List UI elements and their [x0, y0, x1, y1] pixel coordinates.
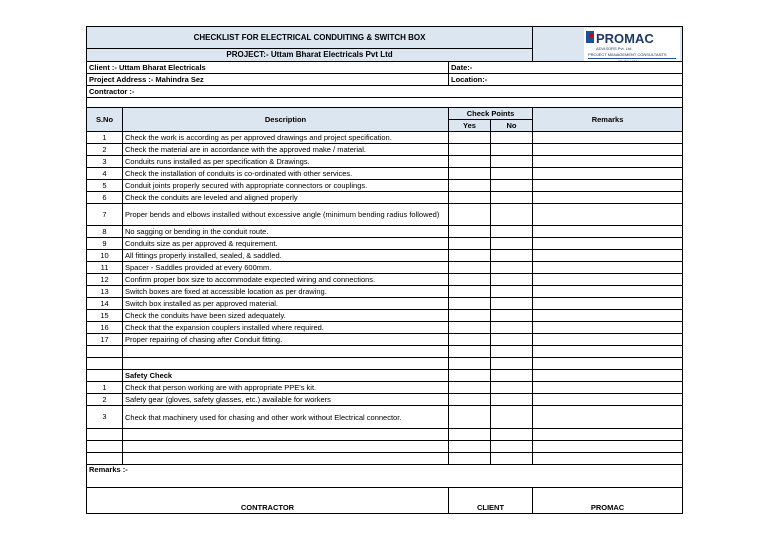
table-row	[87, 322, 683, 334]
remarks-cell[interactable]	[533, 132, 683, 144]
table-row	[87, 382, 683, 394]
blank-row	[87, 453, 683, 465]
item-description: Check that the expansion couplers installed where required.	[123, 322, 449, 334]
blank-cell	[449, 441, 491, 453]
table-row	[87, 406, 683, 429]
blank-cell	[123, 453, 449, 465]
check-yes-cell[interactable]	[449, 168, 491, 180]
check-no-cell[interactable]	[491, 250, 533, 262]
logo-sub: ADVISORS Pvt. Ltd.	[596, 46, 633, 51]
blank-cell	[491, 370, 533, 382]
remarks-cell[interactable]	[533, 180, 683, 192]
blank-row	[87, 358, 683, 370]
blank-cell	[87, 358, 123, 370]
address-field: Project Address :- Mahindra Sez	[87, 74, 449, 86]
safety-title: Safety Check	[123, 370, 449, 382]
item-number: 9	[87, 238, 123, 250]
check-yes-cell[interactable]	[449, 322, 491, 334]
check-yes-cell[interactable]	[449, 286, 491, 298]
item-description: Check the material are in accordance with the approved make / material.	[123, 144, 449, 156]
remarks-cell[interactable]	[533, 204, 683, 226]
item-number: 3	[87, 156, 123, 168]
check-yes-cell[interactable]	[449, 132, 491, 144]
check-no-cell[interactable]	[491, 286, 533, 298]
check-no-cell[interactable]	[491, 204, 533, 226]
blank-cell	[449, 453, 491, 465]
item-description: Check that machinery used for chasing and other work without Electrical connector.	[123, 406, 449, 429]
check-no-cell[interactable]	[491, 382, 533, 394]
check-yes-cell[interactable]	[449, 382, 491, 394]
table-row	[87, 204, 683, 226]
check-yes-cell[interactable]	[449, 156, 491, 168]
remarks-cell[interactable]	[533, 394, 683, 406]
blank-row	[87, 429, 683, 441]
table-row	[87, 156, 683, 168]
remarks-cell[interactable]	[533, 334, 683, 346]
item-description: Conduits size as per approved & requirement.	[123, 238, 449, 250]
table-row	[87, 238, 683, 250]
promac-logo	[584, 28, 680, 62]
blank-cell	[491, 453, 533, 465]
remarks-field[interactable]: Remarks :-	[87, 465, 683, 488]
check-no-cell[interactable]	[491, 144, 533, 156]
blank-cell	[123, 441, 449, 453]
remarks-row	[87, 465, 683, 488]
remarks-cell[interactable]	[533, 286, 683, 298]
spacer-row	[87, 98, 683, 108]
check-no-cell[interactable]	[491, 322, 533, 334]
table-row	[87, 192, 683, 204]
blank-cell	[87, 441, 123, 453]
table-row	[87, 298, 683, 310]
check-no-cell[interactable]	[491, 168, 533, 180]
check-yes-cell[interactable]	[449, 406, 491, 429]
item-number: 2	[87, 144, 123, 156]
item-description: Conduit joints properly secured with appropriate connectors or couplings.	[123, 180, 449, 192]
blank-cell	[87, 453, 123, 465]
signature-row	[87, 488, 683, 514]
remarks-cell[interactable]	[533, 168, 683, 180]
table-row	[87, 168, 683, 180]
item-number: 16	[87, 322, 123, 334]
remarks-cell[interactable]	[533, 322, 683, 334]
item-number: 8	[87, 226, 123, 238]
remarks-cell[interactable]	[533, 406, 683, 429]
item-description: Conduits runs installed as per specification & Drawings.	[123, 156, 449, 168]
header-sno: S.No	[87, 108, 123, 132]
blank-cell	[123, 429, 449, 441]
check-yes-cell[interactable]	[449, 274, 491, 286]
location-field: Location:-	[449, 74, 683, 86]
logo-cell	[533, 27, 683, 62]
item-number: 4	[87, 168, 123, 180]
item-description: Check that person working are with appropriate PPE's kit.	[123, 382, 449, 394]
signature-promac: PROMAC	[533, 488, 683, 514]
project-name: PROJECT:- Uttam Bharat Electricals Pvt Ltd	[87, 49, 533, 62]
item-number: 2	[87, 394, 123, 406]
item-description: Confirm proper box size to accommodate expected wiring and connections.	[123, 274, 449, 286]
check-no-cell[interactable]	[491, 334, 533, 346]
header-no: No	[491, 120, 533, 132]
remarks-cell[interactable]	[533, 238, 683, 250]
check-no-cell[interactable]	[491, 238, 533, 250]
checklist-table	[86, 26, 683, 514]
check-yes-cell[interactable]	[449, 310, 491, 322]
item-number: 11	[87, 262, 123, 274]
item-number: 7	[87, 204, 123, 226]
check-no-cell[interactable]	[491, 132, 533, 144]
client-field: Client :- Uttam Bharat Electricals	[87, 62, 449, 74]
table-row	[87, 226, 683, 238]
logo-since: SINCE 1993	[618, 60, 638, 64]
item-description: No sagging or bending in the conduit route.	[123, 226, 449, 238]
blank-cell	[449, 429, 491, 441]
blank-cell	[533, 358, 683, 370]
item-description: Check the work is according as per approved drawings and project specification.	[123, 132, 449, 144]
blank-cell	[533, 441, 683, 453]
table-row	[87, 310, 683, 322]
header-checkpoints: Check Points	[449, 108, 533, 120]
contractor-field: Contractor :-	[87, 86, 683, 98]
blank-cell	[87, 370, 123, 382]
item-description: Safety gear (gloves, safety glasses, etc.) available for workers	[123, 394, 449, 406]
remarks-cell[interactable]	[533, 250, 683, 262]
blank-cell	[491, 346, 533, 358]
table-row	[87, 180, 683, 192]
item-number: 17	[87, 334, 123, 346]
check-yes-cell[interactable]	[449, 192, 491, 204]
item-number: 1	[87, 132, 123, 144]
item-description: Check the conduits are leveled and aligned properly	[123, 192, 449, 204]
blank-cell	[491, 429, 533, 441]
blank-cell	[87, 429, 123, 441]
logo-brand: PROMAC	[596, 31, 654, 46]
remarks-cell[interactable]	[533, 226, 683, 238]
document-title: CHECKLIST FOR ELECTRICAL CONDUITING & SWITCH BOX	[87, 27, 533, 49]
item-number: 5	[87, 180, 123, 192]
table-row	[87, 286, 683, 298]
item-number: 13	[87, 286, 123, 298]
remarks-cell[interactable]	[533, 262, 683, 274]
check-no-cell[interactable]	[491, 274, 533, 286]
item-number: 10	[87, 250, 123, 262]
blank-cell	[533, 453, 683, 465]
blank-cell	[123, 346, 449, 358]
remarks-cell[interactable]	[533, 144, 683, 156]
blank-cell	[449, 358, 491, 370]
check-no-cell[interactable]	[491, 394, 533, 406]
date-field: Date:-	[449, 62, 683, 74]
item-description: Check the installation of conduits is co-ordinated with other services.	[123, 168, 449, 180]
check-no-cell[interactable]	[491, 406, 533, 429]
check-no-cell[interactable]	[491, 226, 533, 238]
check-no-cell[interactable]	[491, 180, 533, 192]
header-remarks: Remarks	[533, 108, 683, 132]
remarks-cell[interactable]	[533, 298, 683, 310]
item-description: Switch box installed as per approved material.	[123, 298, 449, 310]
signature-contractor: CONTRACTOR	[87, 488, 449, 514]
blank-cell	[87, 346, 123, 358]
check-yes-cell[interactable]	[449, 226, 491, 238]
item-number: 14	[87, 298, 123, 310]
check-yes-cell[interactable]	[449, 204, 491, 226]
item-number: 15	[87, 310, 123, 322]
check-no-cell[interactable]	[491, 310, 533, 322]
logo-tagline: PROJECT MANAGEMENT CONSULTANTS	[588, 52, 667, 57]
item-number: 3	[87, 406, 123, 429]
signature-client: CLIENT	[449, 488, 533, 514]
item-description: Proper bends and elbows installed without excessive angle (minimum bending radius followed)	[123, 204, 449, 226]
remarks-cell[interactable]	[533, 274, 683, 286]
item-number: 1	[87, 382, 123, 394]
blank-cell	[533, 370, 683, 382]
table-row	[87, 132, 683, 144]
item-number: 12	[87, 274, 123, 286]
table-row	[87, 250, 683, 262]
remarks-cell[interactable]	[533, 382, 683, 394]
check-no-cell[interactable]	[491, 156, 533, 168]
check-no-cell[interactable]	[491, 192, 533, 204]
blank-cell	[449, 370, 491, 382]
header-yes: Yes	[449, 120, 491, 132]
check-yes-cell[interactable]	[449, 144, 491, 156]
blank-row	[87, 346, 683, 358]
table-row	[87, 334, 683, 346]
item-description: Switch boxes are fixed at accessible location as per drawing.	[123, 286, 449, 298]
blank-cell	[491, 358, 533, 370]
check-yes-cell[interactable]	[449, 238, 491, 250]
item-description: Check the conduits have been sized adequately.	[123, 310, 449, 322]
item-description: Spacer - Saddles provided at every 600mm.	[123, 262, 449, 274]
check-yes-cell[interactable]	[449, 334, 491, 346]
blank-cell	[449, 346, 491, 358]
check-yes-cell[interactable]	[449, 180, 491, 192]
check-yes-cell[interactable]	[449, 250, 491, 262]
check-yes-cell[interactable]	[449, 394, 491, 406]
item-description: All fittings properly installed, sealed, & saddled.	[123, 250, 449, 262]
table-row	[87, 274, 683, 286]
item-number: 6	[87, 192, 123, 204]
table-row	[87, 262, 683, 274]
check-no-cell[interactable]	[491, 298, 533, 310]
blank-row	[87, 441, 683, 453]
check-no-cell[interactable]	[491, 262, 533, 274]
table-row	[87, 144, 683, 156]
check-yes-cell[interactable]	[449, 298, 491, 310]
checklist-sheet	[86, 26, 682, 514]
safety-header-row	[87, 370, 683, 382]
blank-cell	[123, 358, 449, 370]
table-row	[87, 394, 683, 406]
item-description: Proper repairing of chasing after Conduit fitting.	[123, 334, 449, 346]
blank-cell	[533, 346, 683, 358]
check-yes-cell[interactable]	[449, 262, 491, 274]
remarks-cell[interactable]	[533, 192, 683, 204]
remarks-cell[interactable]	[533, 156, 683, 168]
blank-cell	[533, 429, 683, 441]
remarks-cell[interactable]	[533, 310, 683, 322]
header-description: Description	[123, 108, 449, 132]
blank-cell	[491, 441, 533, 453]
